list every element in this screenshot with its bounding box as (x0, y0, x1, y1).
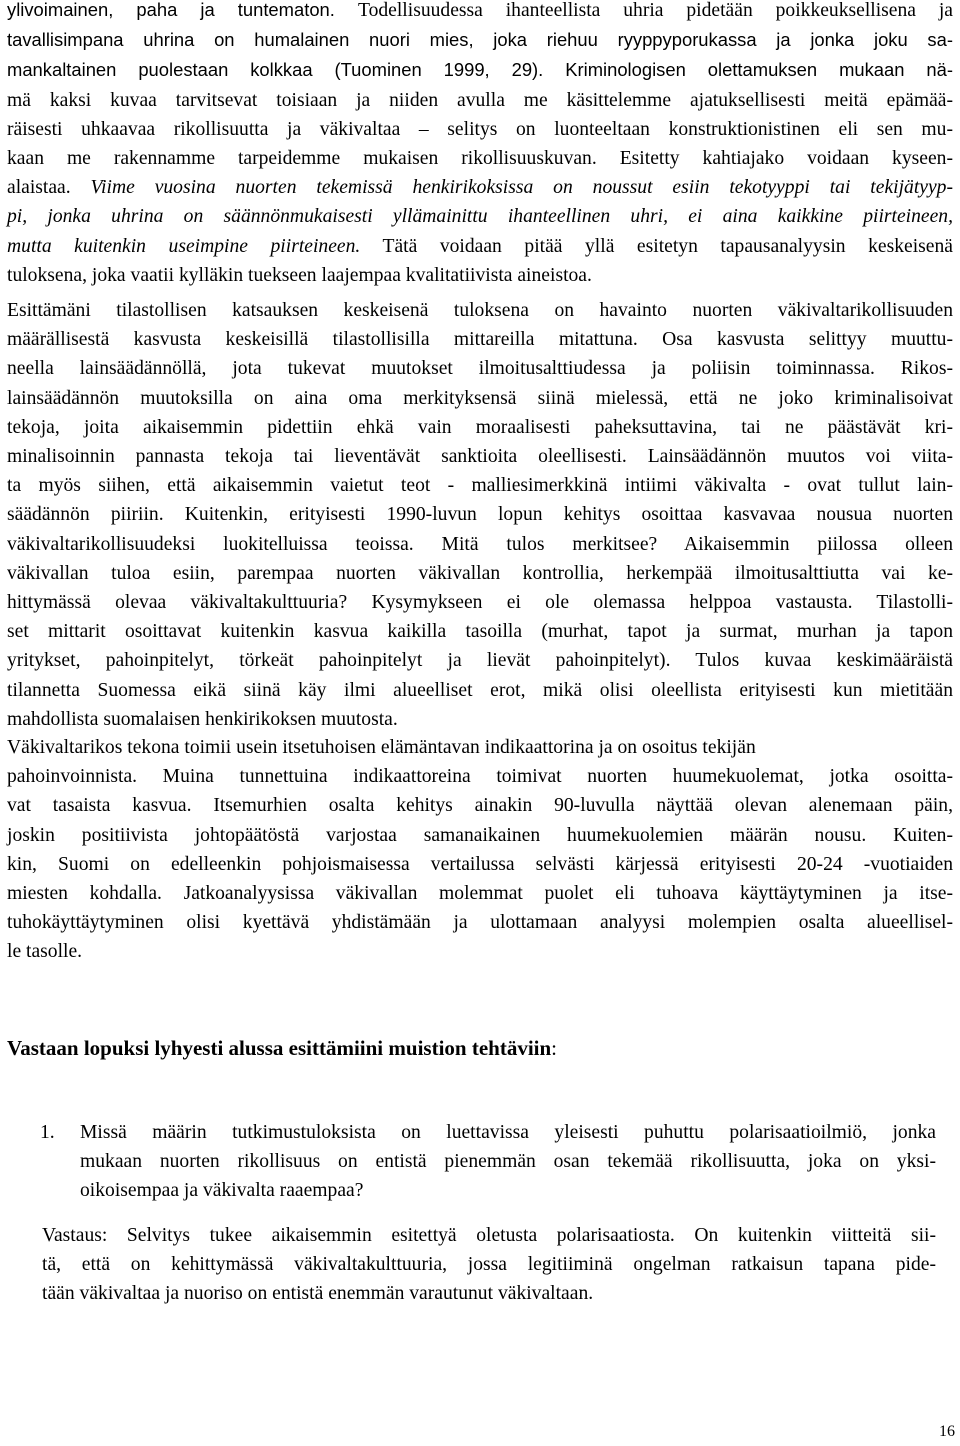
text-run: Esittämäni tilastollisen katsauksen keskeisenä tuloksena on havainto nuorten väkivaltarikollisuuden (7, 300, 953, 321)
paragraph-line (7, 821, 953, 850)
text-run: ylivoimainen, paha ja tuntematon. (7, 0, 358, 20)
paragraph-line (7, 25, 953, 55)
text-run: räisesti uhkaavaa rikollisuutta ja väkivaltaa – selitys on luonteeltaan konstruktionistinen eli sen mu- (7, 118, 953, 140)
paragraph-line (7, 733, 953, 762)
answer-text (42, 1221, 936, 1309)
paragraph-line (7, 202, 953, 231)
text-run: mankaltainen puolestaan kolkkaa (Tuominen 1999, 29). (7, 59, 566, 81)
paragraph-line (7, 384, 953, 413)
paragraph-line (7, 791, 953, 820)
italic-text: Viime vuosina nuorten tekemissä henkirikoksissa on noussut esiin tekotyyppi tai tekijätyyp- (90, 177, 953, 199)
paragraph-line (7, 144, 953, 173)
text-run: Tätä voidaan pitää yllä esitetyn tapausanalyysin keskeisenä (360, 235, 953, 257)
paragraph-line (7, 0, 953, 25)
section-heading-colon: : (551, 1036, 558, 1060)
paragraph-line (7, 500, 953, 529)
question-number: 1. (40, 1122, 55, 1143)
text-run: yritykset, pahoinpitelyt, törkeät pahoinpitelyt ja lievät pahoinpitelyt). Tulos kuvaa keskimääräistä (7, 650, 953, 672)
text-run: le tasolle. (7, 941, 83, 963)
text-run: neella lainsäädännöllä, jota tukevat muutokset ilmoitusalttiudessa ja poliisin toiminnassa. Rikos- (7, 358, 953, 380)
question-text (80, 1118, 936, 1206)
paragraph-victim-typology (7, 0, 953, 290)
text-run: alaistaa. (7, 177, 91, 199)
text-run: tavallisimpana uhrina on humalainen nuori mies, joka riehuu ryyppyporukassa ja jonka joku sa- (7, 29, 953, 51)
italic-text: mutta kuitenkin useimpine piirteineen. (7, 235, 361, 257)
paragraph-line (7, 86, 953, 115)
paragraph-line (7, 705, 953, 734)
text-run: Todellisuudessa ihanteellista uhria pidetään poikkeuksellisena ja (357, 0, 954, 21)
paragraph-line (7, 937, 953, 966)
question-line: Missä määrin tutkimustuloksista on luettavissa yleisesti puhuttu polarisaatioilmiö, jonka (80, 1122, 936, 1143)
text-run: Kriminologisen olettamuksen mukaan nä- (565, 59, 953, 81)
text-run: tuloksena, joka vaatii kylläkin tuekseen laajempaa kvalitatiivista aineistoa. (7, 264, 592, 286)
paragraph-line (7, 442, 953, 471)
answer-line: tään väkivaltaa ja nuoriso on entistä enemmän varautunut väkivaltaan. (42, 1283, 594, 1305)
text-run: vat tasaista kasvua. Itsemurhien osalta kehitys ainakin 90-luvulla näyttää olevan alenemaan päin, (7, 795, 953, 817)
paragraph-line (7, 850, 953, 879)
text-run: väkivaltarikollisuudeksi luokitelluissa teoissa. Mitä tulos merkitsee? Aikaisemmin piilossa olleen (7, 533, 953, 555)
text-run: miesten kohdalla. Jatkoanalyysissa väkivallan molemmat puolet eli tuhoava käyttäytyminen ja itse- (7, 883, 953, 905)
text-run: minalisoinnin pannasta tekoja tai lieventävät sanktioita oleellisesti. Lainsäädännön muutos voi viita- (7, 446, 953, 468)
paragraph-line (7, 115, 953, 144)
text-run: väkivallan tuloa esiin, parempaa nuorten väkivallan kontrollia, herkempää ilmoitusalttiutta vai ke- (7, 562, 953, 584)
paragraph-line (7, 908, 953, 937)
paragraph-line (7, 471, 953, 500)
section-heading (7, 1033, 557, 1063)
text-run: ta myös siihen, että aikaisemmin vaietut teot - malliesimerkkinä intiimi väkivalta - ovat tullut lain- (7, 475, 953, 497)
text-run: tilannetta Suomessa eikä siinä käy ilmi alueelliset erot, mikä olisi oleellista erityisesti kun mietitään (7, 679, 953, 701)
paragraph-line (7, 296, 953, 325)
paragraph-statistical-findings (7, 296, 953, 734)
paragraph-line (7, 354, 953, 383)
text-run: määrällisestä kasvusta keskeisillä tilastollisilla mittareilla mitattuna. Osa kasvusta selittyy muuttu- (7, 329, 953, 351)
paragraph-line (7, 413, 953, 442)
text-run: kin, Suomi on edelleenkin pohjoismaisessa vertailussa selvästi kärjessä erityisesti 20-24 -vuotiaiden (7, 853, 953, 875)
text-run: hittymässä olevaa väkivaltakulttuuria? Kysymykseen ei ole olemassa helppoa vastausta. Tilastolli- (7, 592, 953, 614)
section-heading-text: Vastaan lopuksi lyhyesti alussa esittämiini muistion tehtäviin (7, 1036, 552, 1060)
italic-text: pi, jonka uhrina on säännönmukaisesti yllämainittu ihanteellinen uhri, ei aina kaikkine piirteineen, (7, 206, 953, 228)
text-run: tuhokäyttäytyminen olisi kyettävä yhdistämään ja ulottamaan analyysi molempien osalta alueellisel- (7, 912, 953, 934)
text-run: joskin positiivista johtopäätöstä varjostaa samanaikainen huumekuolemien määrän nousu. Kuiten- (7, 824, 953, 846)
answer-line: Vastaus: Selvitys tukee aikaisemmin esitettyä oletusta polarisaatiosta. On kuitenkin viitteitä sii- (42, 1225, 936, 1246)
question-line: mukaan nuorten rikollisuus on entistä pienemmän osan tekemää rikollisuutta, joka on yksi- (80, 1151, 936, 1173)
text-run: mä kaksi kuvaa tarvitsevat toisiaan ja niiden avulla me käsittelemme ajatuksellisesti meitä epämää- (7, 89, 953, 111)
text-run: pahoinvoinnista. Muina tunnettuina indikaattoreina toimivat nuorten huumekuolemat, jotka osoitta- (7, 766, 953, 788)
paragraph-line (7, 559, 953, 588)
paragraph-line (7, 261, 953, 290)
paragraph-line (7, 617, 953, 646)
answer-line: tä, että on kehittymässä väkivaltakulttuuria, jossa legitiiminä ongelman ratkaisun tapana pide- (42, 1254, 936, 1276)
question-line: oikoisempaa ja väkivalta raaempaa? (80, 1180, 364, 1202)
text-run: kaan me rakennamme tarpeidemme mukaisen rikollisuuskuvan. Esitetty kahtiajako voidaan kyseen- (7, 148, 953, 170)
paragraph-line (7, 530, 953, 559)
text-run: tekoja, joita aikaisemmin pidettiin ehkä vain moraalisesti paheksuttavina, tai ne päästävät kri- (7, 416, 953, 438)
paragraph-line (7, 879, 953, 908)
text-run: set mittarit osoittavat kuitenkin kasvua kaikilla tasoilla (murhat, tapot ja surmat, murhan ja tapon (7, 621, 953, 643)
paragraph-line (7, 55, 953, 85)
paragraph-line (7, 676, 953, 705)
paragraph-violence-indicators (7, 733, 953, 967)
text-run: Väkivaltarikos tekona toimii usein itsetuhoisen elämäntavan indikaattorina ja on osoitus tekijän (7, 737, 756, 758)
text-run: mahdollista suomalaisen henkirikoksen muutosta. (7, 708, 398, 730)
paragraph-line (7, 325, 953, 354)
paragraph-line (7, 232, 953, 261)
text-run: lainsäädännön muutoksilla on aina oma merkityksensä siinä mielessä, että ne joko kriminalisoivat (7, 387, 953, 409)
paragraph-line (7, 762, 953, 791)
page-number: 16 (939, 1423, 955, 1440)
paragraph-line (7, 646, 953, 675)
paragraph-line (7, 173, 953, 202)
text-run: säädännön piiriin. Kuitenkin, erityisesti 1990-luvun lopun kehitys osoittaa kasvavaa nousua nuorten (7, 504, 953, 526)
paragraph-line (7, 588, 953, 617)
